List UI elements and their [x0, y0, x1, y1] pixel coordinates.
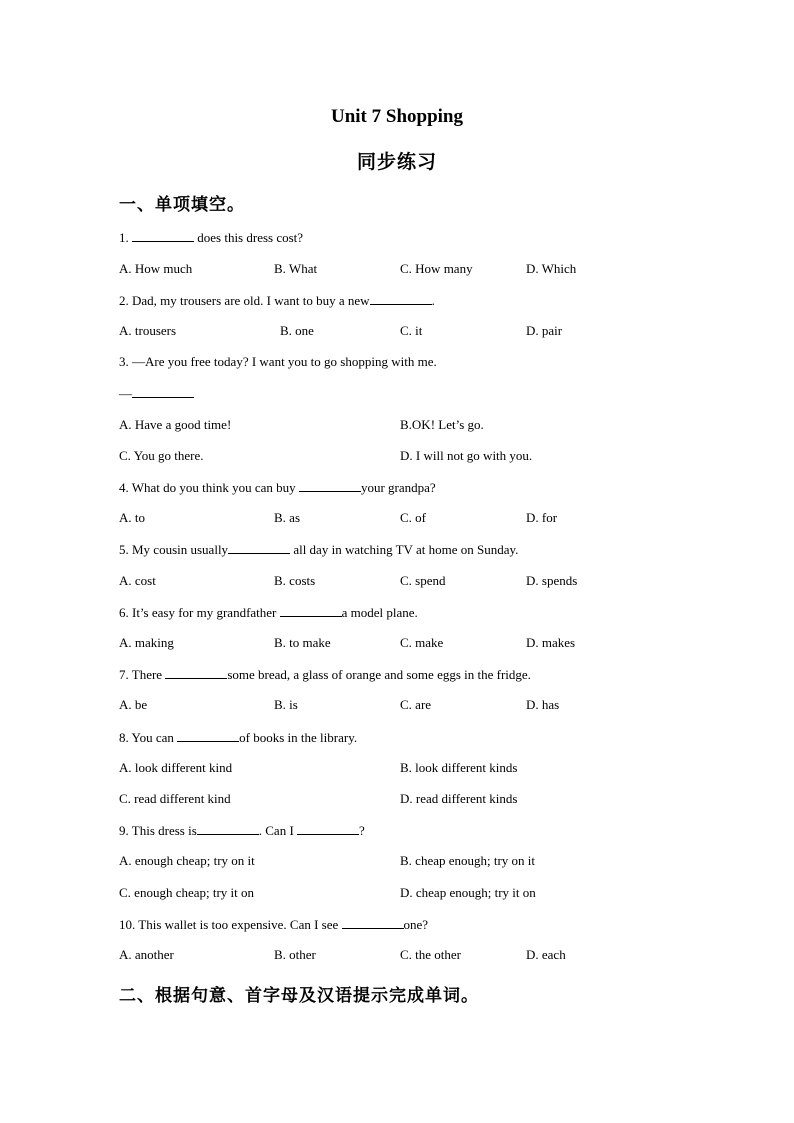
- option-c[interactable]: C. the other: [400, 947, 462, 962]
- page-subtitle: 同步练习: [356, 151, 437, 173]
- option-b[interactable]: B. is: [274, 697, 298, 712]
- question-text: one?: [403, 917, 429, 932]
- answer-blank[interactable]: [297, 822, 359, 835]
- question-text: 5. My cousin usually: [119, 542, 229, 557]
- option-d[interactable]: D. each: [526, 947, 566, 962]
- option-d[interactable]: D. I will not go with you.: [400, 448, 533, 463]
- question-10: [119, 916, 428, 933]
- option-b[interactable]: B. costs: [274, 573, 316, 588]
- option-c[interactable]: C. spend: [400, 573, 446, 588]
- question-6: [119, 604, 418, 621]
- option-a[interactable]: A. be: [119, 697, 148, 712]
- question-4: [119, 479, 436, 496]
- answer-blank[interactable]: [165, 666, 227, 679]
- answer-blank[interactable]: [132, 229, 194, 242]
- option-d[interactable]: D. cheap enough; try it on: [400, 885, 536, 900]
- question-text: 9. This dress is: [119, 823, 197, 838]
- option-a[interactable]: A. cost: [119, 573, 156, 588]
- question-8: [119, 729, 357, 746]
- dash: —: [119, 386, 132, 401]
- option-d[interactable]: D. for: [526, 510, 558, 525]
- answer-blank[interactable]: [177, 729, 239, 742]
- option-a[interactable]: A. Have a good time!: [119, 417, 232, 432]
- option-d[interactable]: D. spends: [526, 573, 578, 588]
- option-d[interactable]: D. pair: [526, 323, 563, 338]
- answer-blank[interactable]: [370, 292, 432, 305]
- option-b[interactable]: B. one: [280, 323, 314, 338]
- question-text: of books in the library.: [239, 730, 358, 745]
- question-7: [119, 666, 531, 683]
- option-a[interactable]: A. How much: [119, 261, 193, 276]
- question-3: [119, 354, 437, 370]
- question-text: 6. It’s easy for my grandfather: [119, 605, 280, 620]
- question-text: some bread, a glass of orange and some eggs in the fridge.: [227, 667, 531, 682]
- answer-blank[interactable]: [299, 479, 361, 492]
- option-a[interactable]: A. making: [119, 635, 174, 650]
- option-c[interactable]: C. read different kind: [119, 791, 231, 806]
- option-c[interactable]: C. make: [400, 635, 444, 650]
- question-text: 7. There: [119, 667, 166, 682]
- section-heading-2: 二、根据句意、首字母及汉语提示完成单词。: [119, 986, 479, 1006]
- option-c[interactable]: C. How many: [400, 261, 473, 276]
- question-2: [119, 292, 435, 309]
- option-b[interactable]: B. as: [274, 510, 300, 525]
- question-text: all day in watching TV at home on Sunday.: [290, 542, 519, 557]
- question-5: [119, 541, 518, 558]
- question-text: 8. You can: [119, 730, 178, 745]
- section-heading-1: 一、单项填空。: [119, 195, 245, 215]
- question-1: [119, 229, 303, 246]
- question-text: does this dress cost?: [194, 230, 304, 245]
- option-c[interactable]: C. are: [400, 697, 432, 712]
- option-c[interactable]: C. enough cheap; try it on: [119, 885, 255, 900]
- answer-blank[interactable]: [280, 604, 342, 617]
- answer-blank[interactable]: [342, 916, 404, 929]
- question-text: 3. —Are you free today? I want you to go shopping with me.: [119, 354, 437, 369]
- option-b[interactable]: B. cheap enough; try on it: [400, 853, 536, 868]
- option-a[interactable]: A. trousers: [119, 323, 177, 338]
- question-text: a model plane.: [341, 605, 418, 620]
- option-c[interactable]: C. You go there.: [119, 448, 204, 463]
- option-c[interactable]: C. of: [400, 510, 426, 525]
- option-b[interactable]: B.OK! Let’s go.: [400, 417, 484, 432]
- option-a[interactable]: A. to: [119, 510, 145, 525]
- answer-blank[interactable]: [197, 822, 259, 835]
- question-text: 2. Dad, my trousers are old. I want to buy a new: [119, 293, 370, 308]
- option-a[interactable]: A. enough cheap; try on it: [119, 853, 255, 868]
- page-title: Unit 7 Shopping: [330, 106, 463, 127]
- option-d[interactable]: D. read different kinds: [400, 791, 518, 806]
- option-b[interactable]: B. What: [274, 261, 318, 276]
- option-d[interactable]: D. Which: [526, 261, 577, 276]
- option-a[interactable]: A. look different kind: [119, 760, 233, 775]
- answer-blank[interactable]: [228, 541, 290, 554]
- option-c[interactable]: C. it: [400, 323, 423, 338]
- option-b[interactable]: B. to make: [274, 635, 331, 650]
- option-d[interactable]: D. makes: [526, 635, 576, 650]
- question-9: [119, 822, 365, 839]
- option-b[interactable]: B. look different kinds: [400, 760, 518, 775]
- question-text: . Can I: [258, 823, 298, 838]
- question-text: ?: [359, 823, 365, 838]
- question-3-reply: [119, 385, 194, 402]
- option-a[interactable]: A. another: [119, 947, 174, 962]
- answer-blank[interactable]: [132, 385, 194, 398]
- option-b[interactable]: B. other: [274, 947, 316, 962]
- question-text: .: [431, 293, 435, 308]
- option-d[interactable]: D. has: [526, 697, 560, 712]
- question-text: your grandpa?: [360, 480, 436, 495]
- question-text: 4. What do you think you can buy: [119, 480, 299, 495]
- question-text: 10. This wallet is too expensive. Can I see: [119, 917, 342, 932]
- question-text: 1.: [119, 230, 132, 245]
